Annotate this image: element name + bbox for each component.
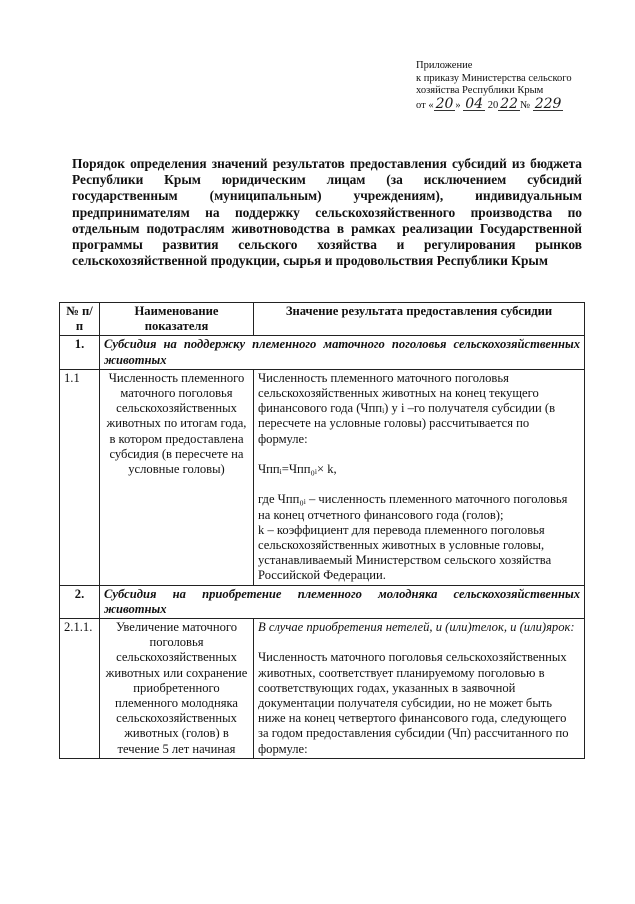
table-header-row — [60, 303, 585, 336]
appendix-line-3: хозяйства Республики Крым — [416, 85, 544, 96]
table-row — [60, 619, 585, 759]
value-paragraph: где Чпп₀ᵢ – численность племенного маточного поголовья на конец отчетного финансового года (голов); — [258, 492, 568, 522]
appendix-line-2: к приказу Министерства сельского — [416, 72, 572, 84]
order-number: 229 — [534, 95, 562, 112]
number-sign: № — [520, 99, 533, 111]
header-value: Значение результата предоставления субсидии — [254, 303, 585, 336]
section-row — [60, 585, 585, 618]
value-paragraph: Численность племенного маточного поголовья сельскохозяйственных животных на конец текущего финансового года (Чппᵢ) у i –го получателя субсидии (в пересчете на условные головы) рассчитывается по формуле: — [258, 370, 556, 446]
date-sep: » — [455, 99, 464, 111]
formula: Чппᵢ=Чпп₀ᵢ× k, — [258, 462, 337, 477]
indicator-name: Увеличение маточного поголовья сельскохозяйственных животных или сохранение приобретенного племенного молодняка сельскохозяйственных животных (голов) в течение 5 лет начиная — [100, 619, 254, 759]
row-number: 1.1 — [60, 369, 100, 585]
section-number: 2. — [60, 585, 100, 618]
table-row — [60, 369, 585, 585]
date-prefix: от « — [416, 99, 434, 111]
indicator-value — [254, 619, 585, 759]
value-paragraph: k – коэффициент для перевода племенного поголовья сельскохозяйственных животных в условные головы, устанавливаемый Министерством сельского хозяйства Российской Федерации. — [258, 522, 552, 583]
appendix-block — [416, 60, 572, 112]
date-month: 04 — [465, 95, 484, 112]
date-day: 20 — [435, 95, 454, 112]
date-year-prefix: 20 — [485, 99, 499, 111]
section-number: 1. — [60, 336, 100, 369]
section-row — [60, 336, 585, 369]
indicator-value — [254, 369, 585, 585]
section-title: Субсидия на приобретение племенного молодняка сельскохозяйственных животных — [100, 585, 585, 618]
date-year-suffix: 22 — [500, 95, 519, 112]
appendix-date-line — [416, 95, 572, 113]
value-paragraph: Численность маточного поголовья сельскохозяйственных животных, соответствует планируемому поголовью в соответствующих годах, указанных в заявочной документации получателя субсидии, но не может быть ниже на конец четвертого финансового года, следующего за годом предоставления субсидии (Чп) рассчитанного по формуле: — [258, 650, 569, 756]
value-paragraph: В случае приобретения нетелей, и (или)телок, и (или)ярок: — [258, 620, 575, 635]
document-title: Порядок определения значений результатов предоставления субсидий из бюджета Республики Крым юридическим лицам (за исключением субсидий государственным (муниципальным) учреждениям), индивидуальным предпринимателям на поддержку сельскохозяйственного производства по отдельным подотраслям животноводства в рамках реализации Государственной программы развития сельского хозяйства и регулирования рынков сельскохозяйственной продукции, сырья и продовольствия Республики Крым — [72, 156, 582, 269]
section-title: Субсидия на поддержку племенного маточного поголовья сельскохозяйственных животных — [100, 336, 585, 369]
header-num: № п/п — [60, 303, 100, 336]
indicator-name: Численность племенного маточного поголовья сельскохозяйственных животных по итогам года, в котором предоставлена субсидия (в пересчете на условные головы) — [100, 369, 254, 585]
row-number: 2.1.1. — [60, 619, 100, 759]
results-table — [59, 302, 585, 759]
appendix-line-1: Приложение — [416, 60, 473, 71]
header-name: Наименование показателя — [100, 303, 254, 336]
